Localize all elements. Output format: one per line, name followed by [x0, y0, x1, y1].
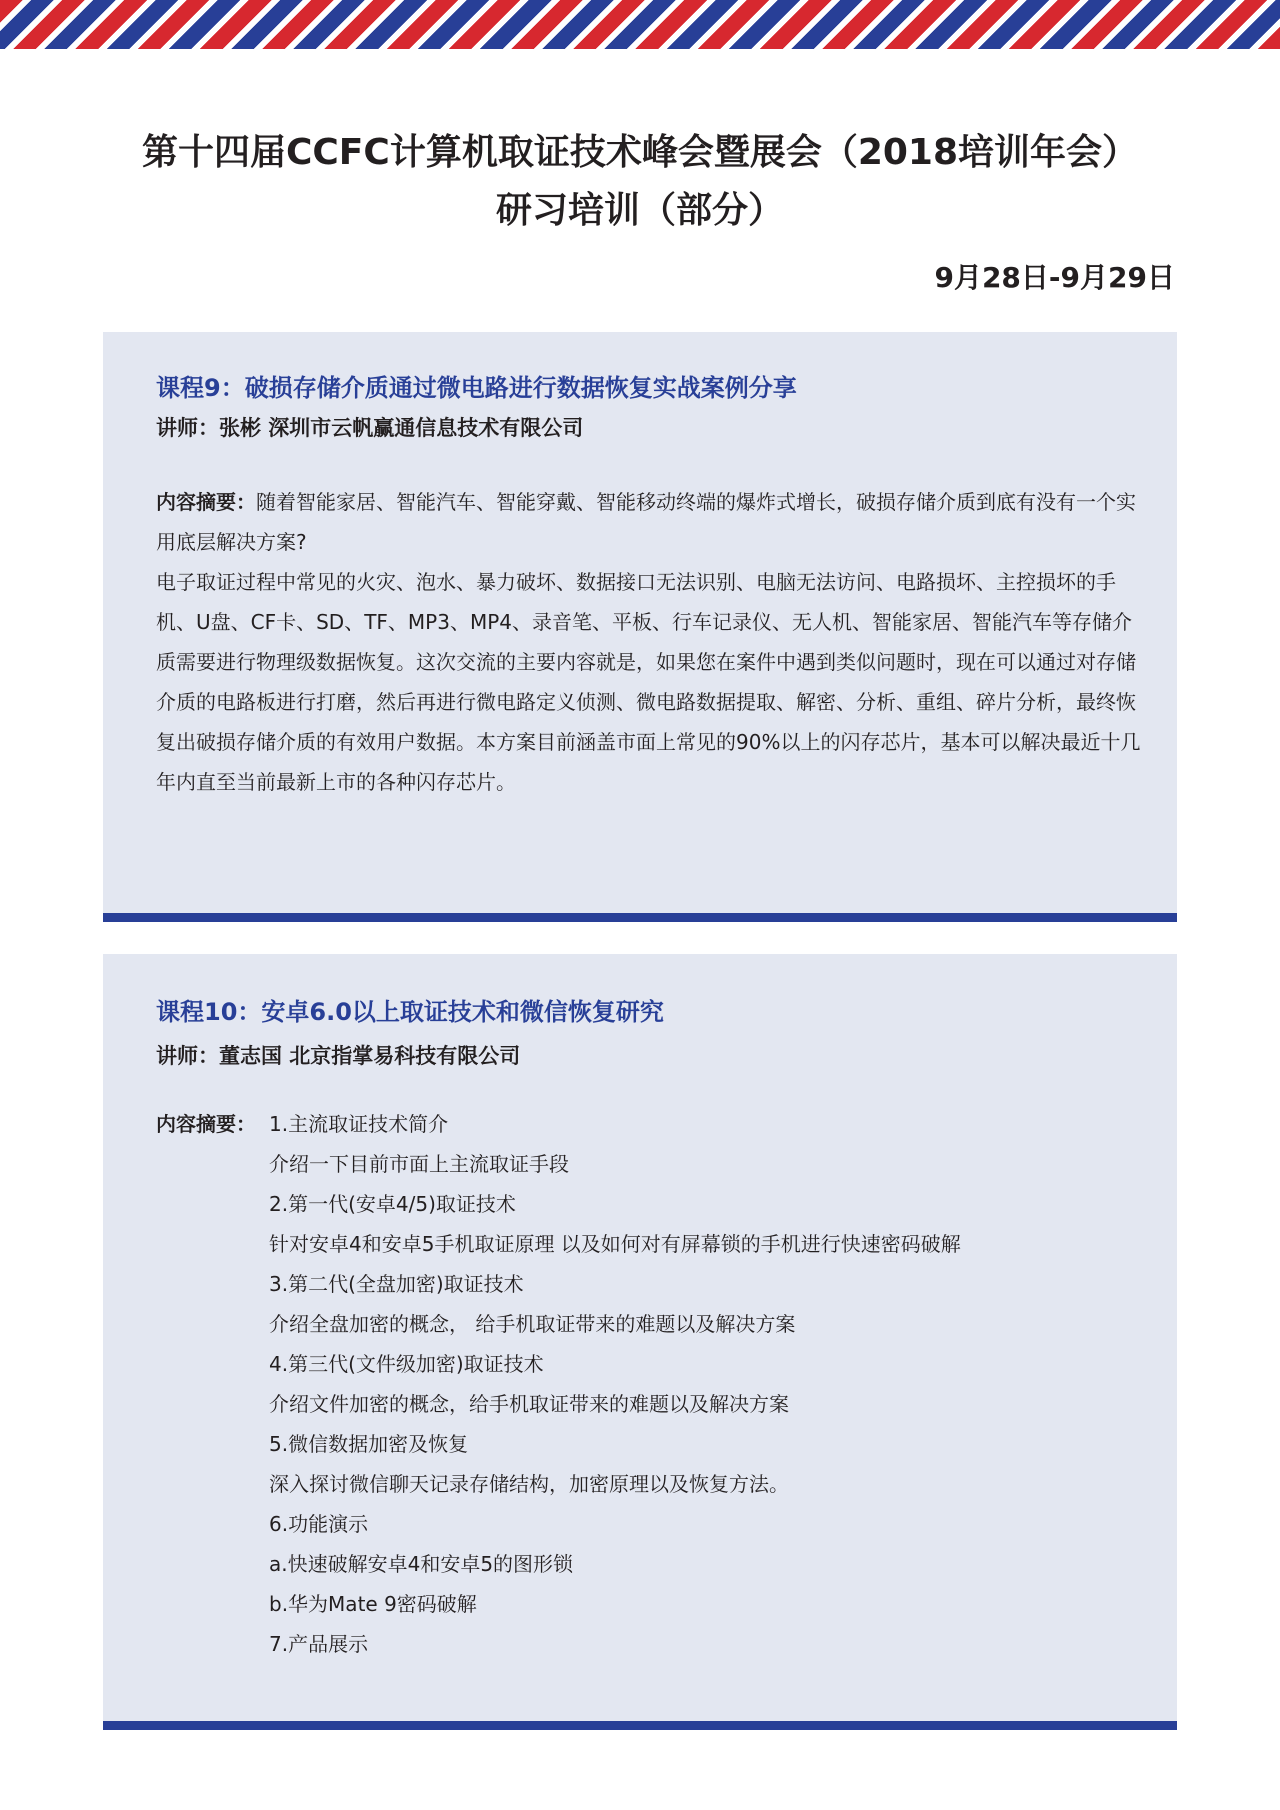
outline-item: 2.第一代(安卓4/5)取证技术 — [269, 1192, 516, 1216]
event-date: 9月28日-9月29日 — [934, 261, 1175, 294]
summary-intro-text: 随着智能家居、智能汽车、智能穿戴、智能移动终端的爆炸式增长，破损存储介质到底有没有一个实用底层解决方案? — [156, 490, 1136, 554]
outline-item: 介绍全盘加密的概念， 给手机取证带来的难题以及解决方案 — [269, 1312, 796, 1336]
course-title: 课程9：破损存储介质通过微电路进行数据恢复实战案例分享 — [156, 374, 797, 402]
outline-list — [156, 1104, 961, 1664]
course-card-9 — [103, 332, 1177, 922]
page-title: 第十四届CCFC计算机取证技术峰会暨展会（2018培训年会） — [141, 132, 1139, 173]
outline-item: 介绍文件加密的概念，给手机取证带来的难题以及解决方案 — [269, 1392, 789, 1416]
course-card-10 — [103, 954, 1177, 1730]
outline-item: 6.功能演示 — [269, 1512, 369, 1536]
outline-item: 3.第二代(全盘加密)取证技术 — [269, 1272, 524, 1296]
outline-item: a.快速破解安卓4和安卓5的图形锁 — [269, 1552, 574, 1576]
outline-item: 4.第三代(文件级加密)取证技术 — [269, 1352, 544, 1376]
outline-item: 介绍一下目前市面上主流取证手段 — [269, 1152, 569, 1176]
summary-label: 内容摘要： — [156, 490, 256, 514]
summary-label: 内容摘要： — [156, 1112, 256, 1136]
course-lecturer: 讲师：董志国 北京指掌易科技有限公司 — [156, 1044, 521, 1068]
outline-item: b.华为Mate 9密码破解 — [269, 1592, 477, 1616]
course-lecturer: 讲师：张彬 深圳市云帆赢通信息技术有限公司 — [156, 416, 584, 440]
page-subtitle: 研习培训（部分） — [495, 190, 784, 231]
outline-item: 1.主流取证技术简介 — [269, 1112, 449, 1136]
course-summary — [156, 482, 1141, 802]
summary-intro — [156, 482, 1141, 562]
decorative-stripe-band — [0, 0, 1280, 49]
outline-item: 深入探讨微信聊天记录存储结构，加密原理以及恢复方法。 — [269, 1472, 789, 1496]
summary-body: 电子取证过程中常见的火灾、泡水、暴力破坏、数据接口无法识别、电脑无法访问、电路损坏、主控损坏的手机、U盘、CF卡、SD、TF、MP3、MP4、录音笔、平板、行车记录仪、无人机、智能家居、智能汽车等存储介质需要进行物理级数据恢复。这次交流的主要内容就是，如果您在案件中遇到类似问题时，现在可以通过对存储介质的电路板进行打磨，然后再进行微电路定义侦测、微电路数据提取、解密、分析、重组、碎片分析，最终恢复出破损存储介质的有效用户数据。本方案目前涵盖市面上常见的90%以上的闪存芯片，基本可以解决最近十几年内直至当前最新上市的各种闪存芯片。 — [156, 570, 1141, 794]
course-title: 课程10：安卓6.0以上取证技术和微信恢复研究 — [156, 998, 664, 1026]
course-outline — [156, 1104, 961, 1664]
outline-item: 7.产品展示 — [269, 1632, 369, 1656]
outline-item: 5.微信数据加密及恢复 — [269, 1432, 469, 1456]
outline-item: 针对安卓4和安卓5手机取证原理 以及如何对有屏幕锁的手机进行快速密码破解 — [269, 1232, 961, 1256]
